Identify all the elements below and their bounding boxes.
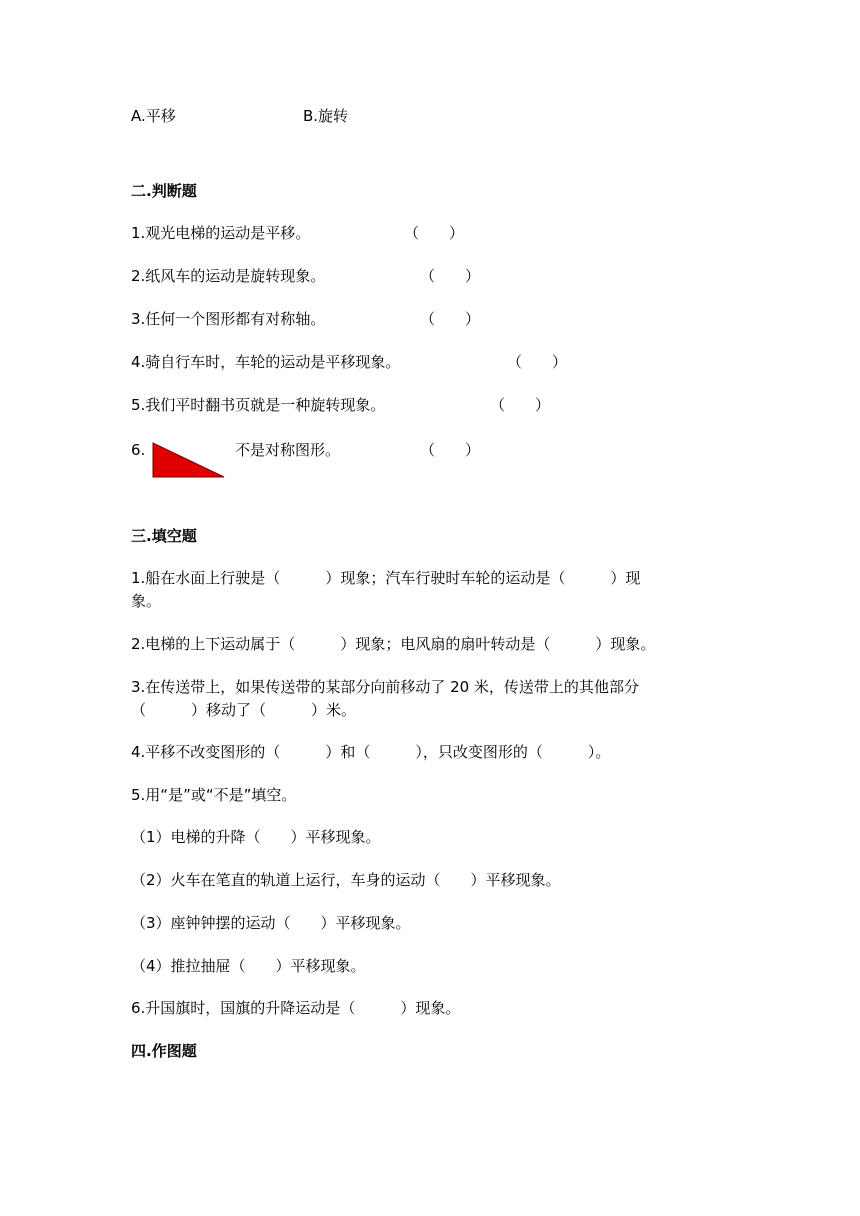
option-b: B.旋转 <box>303 107 349 125</box>
judgment-item-2: 2.纸风车的运动是旋转现象。 <box>131 267 326 285</box>
judgment-item-6-number: 6. <box>131 441 146 459</box>
judgment-item-3: 3.任何一个图形都有对称轴。 <box>131 310 326 328</box>
option-a: A.平移 <box>131 107 176 125</box>
judgment-answer-5[interactable]: （ ） <box>490 396 551 414</box>
judgment-item-4: 4.骑自行车时，车轮的运动是平移现象。 <box>131 353 401 371</box>
fill-q3-line2: （ ）移动了（ ）米。 <box>131 701 357 719</box>
judgment-item-6-text: 不是对称图形。 <box>235 441 341 459</box>
fill-q2: 2.电梯的上下运动属于（ ）现象；电风扇的扇叶转动是（ ）现象。 <box>131 635 656 653</box>
judgment-answer-2[interactable]: （ ） <box>420 267 481 285</box>
fill-q5-sub-2: （2）火车在笔直的轨道上运行，车身的运动（ ）平移现象。 <box>131 871 561 889</box>
section-title-fill-blank: 三.填空题 <box>131 527 197 545</box>
judgment-answer-6[interactable]: （ ） <box>420 441 481 459</box>
right-triangle-figure <box>152 442 226 478</box>
fill-q1-line2: 象。 <box>131 592 162 610</box>
judgment-item-5: 5.我们平时翻书页就是一种旋转现象。 <box>131 396 386 414</box>
fill-q5-sub-3: （3）座钟钟摆的运动（ ）平移现象。 <box>131 914 411 932</box>
section-title-drawing: 四.作图题 <box>131 1042 197 1060</box>
fill-q5: 5.用“是”或“不是”填空。 <box>131 786 297 804</box>
fill-q4: 4.平移不改变图形的（ ）和（ ），只改变图形的（ ）。 <box>131 743 611 761</box>
fill-q5-sub-1: （1）电梯的升降（ ）平移现象。 <box>131 828 381 846</box>
judgment-answer-4[interactable]: （ ） <box>507 353 568 371</box>
judgment-item-1: 1.观光电梯的运动是平移。 <box>131 224 311 242</box>
judgment-answer-1[interactable]: （ ） <box>404 224 465 242</box>
fill-q3-line1: 3.在传送带上，如果传送带的某部分向前移动了 20 米，传送带上的其他部分 <box>131 678 639 696</box>
fill-q1-line1: 1.船在水面上行驶是（ ）现象；汽车行驶时车轮的运动是（ ）现 <box>131 569 641 587</box>
section-title-judgment: 二.判断题 <box>131 182 197 200</box>
fill-q5-sub-4: （4）推拉抽屉（ ）平移现象。 <box>131 957 366 975</box>
fill-q6: 6.升国旗时，国旗的升降运动是（ ）现象。 <box>131 999 461 1017</box>
judgment-answer-3[interactable]: （ ） <box>420 310 481 328</box>
